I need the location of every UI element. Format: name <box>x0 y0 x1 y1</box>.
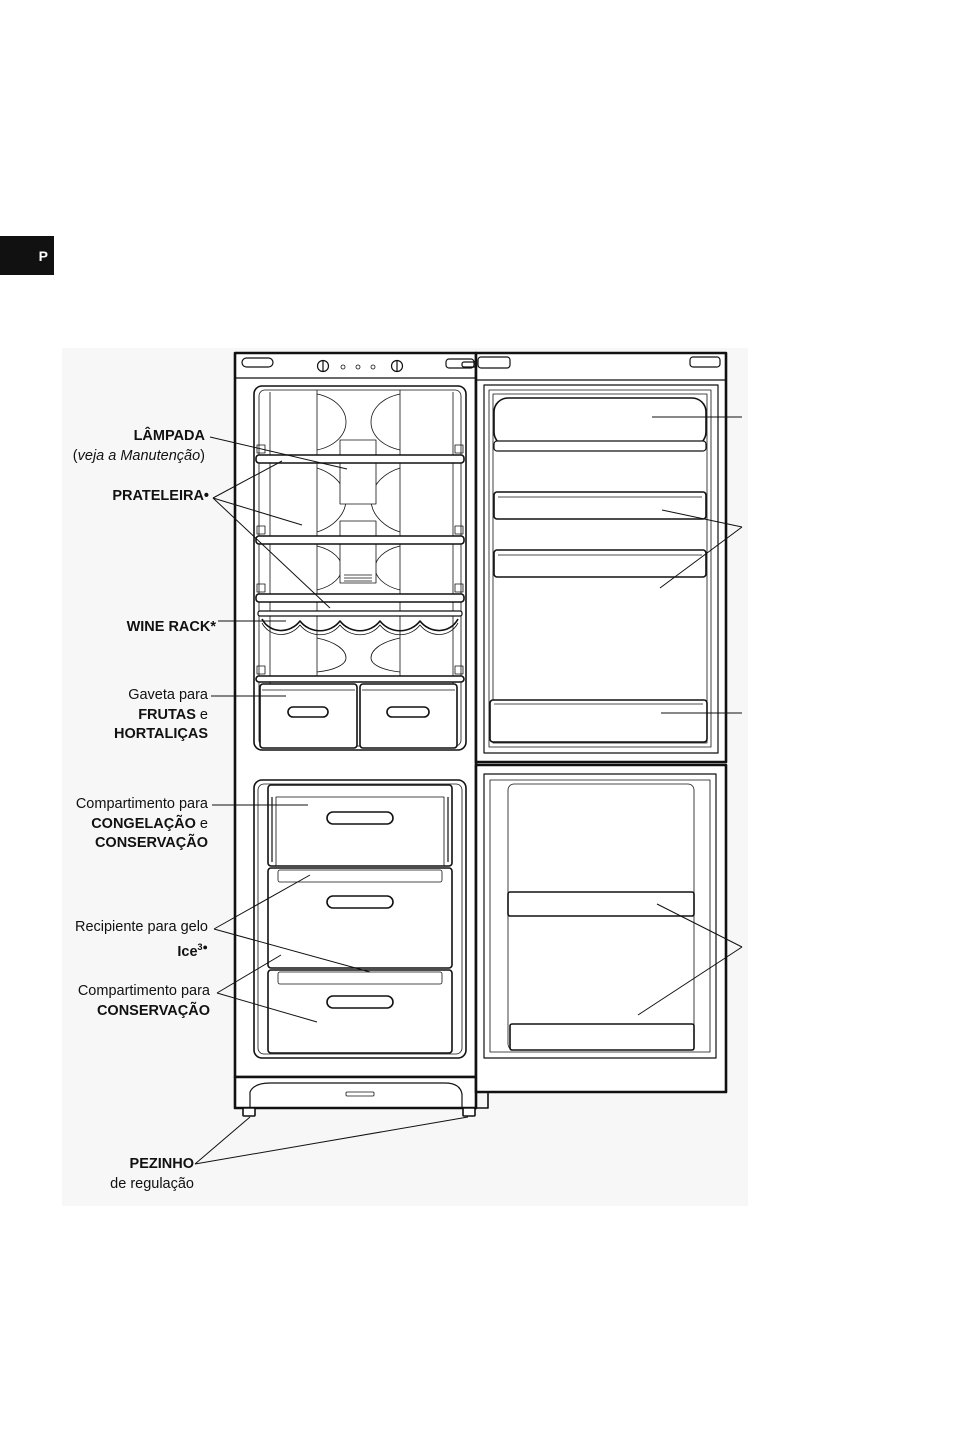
label-feet <box>0 1155 194 1194</box>
label-shelf <box>0 487 209 507</box>
plinth-outline <box>235 1077 476 1108</box>
label-ice-tray-line2 <box>0 938 208 963</box>
lamp-cover <box>340 440 376 504</box>
label-crisper-line2 <box>0 706 208 726</box>
language-tab-label: P <box>38 247 48 264</box>
label-crisper-bold2: HORTALIÇAS <box>114 726 208 742</box>
door-shelf-1 <box>494 492 706 519</box>
shelf-2 <box>256 536 464 544</box>
door-shelf-2 <box>494 550 706 577</box>
label-feet-line2: de regulação <box>110 1175 194 1192</box>
label-freezer-compartment <box>0 795 208 854</box>
drawer-frame <box>268 970 452 1053</box>
freezer-door <box>476 765 726 1092</box>
dairy-lid <box>494 398 706 446</box>
drawer-body <box>360 684 457 748</box>
door-dairy-compartment <box>494 398 706 451</box>
label-ice-tray-line1: Recipiente para gelo <box>74 919 208 935</box>
label-freezer-conj: e <box>199 815 208 832</box>
label-ice-tray-sup: 3● <box>197 941 208 952</box>
label-storage-compartment <box>0 982 210 1021</box>
lamp-lower-housing <box>340 521 376 583</box>
label-freezer-line1: Compartimento para <box>75 796 208 812</box>
note-close: ) <box>200 447 205 464</box>
crisper-drawer-left <box>260 684 357 748</box>
label-feet-title: PEZINHO <box>129 1156 194 1172</box>
door-shelf-body <box>494 550 706 577</box>
label-lamp-note <box>0 447 205 467</box>
label-crisper <box>0 686 208 745</box>
crisper-drawer-right <box>360 684 457 748</box>
freezer-door-shelf <box>508 892 694 916</box>
label-freezer-bold2: CONSERVAÇÃO <box>94 835 208 851</box>
note-text: veja a Manutenção <box>77 447 201 464</box>
label-freezer-line2 <box>0 815 208 835</box>
label-freezer-bold1: CONGELAÇÃO <box>91 815 196 832</box>
label-crisper-bold1: FRUTAS <box>138 706 196 723</box>
label-shelf-title: PRATELEIRA• <box>112 488 209 504</box>
label-wine-rack <box>0 618 216 638</box>
fridge-door <box>476 353 726 762</box>
language-tab <box>0 236 54 275</box>
label-ice-tray-bold: Ice <box>177 943 198 960</box>
label-storage-line1: Compartimento para <box>77 983 210 999</box>
freezer-drawer-top <box>268 785 452 866</box>
crisper-cover-shelf <box>256 676 464 682</box>
cabinet <box>235 353 500 1116</box>
label-crisper-conj: e <box>199 706 208 723</box>
door-bottle-shelf <box>490 700 707 742</box>
adjustable-foot-left <box>243 1108 255 1116</box>
wine-rack-bar <box>258 611 462 616</box>
label-crisper-line1: Gaveta para <box>128 687 208 703</box>
note-open: ( <box>72 447 78 464</box>
label-lamp-title: LÂMPADA <box>133 428 205 444</box>
freezer-drawer-bottom <box>268 970 452 1053</box>
freezer-compartment <box>254 780 466 1058</box>
shelf-1 <box>256 455 464 463</box>
label-ice-tray <box>0 918 208 962</box>
label-storage-bold: CONSERVAÇÃO <box>96 1002 210 1019</box>
dairy-rail <box>494 441 706 451</box>
label-lamp <box>0 427 205 466</box>
door-shelf-body <box>494 492 706 519</box>
shelf-3 <box>256 594 464 602</box>
drawer-body <box>260 684 357 748</box>
label-wine-rack-title: WINE RACK* <box>126 619 216 635</box>
adjustable-foot-right <box>463 1108 475 1116</box>
freezer-door-bottom-shelf <box>510 1024 694 1050</box>
door-shelf-body <box>490 700 707 742</box>
